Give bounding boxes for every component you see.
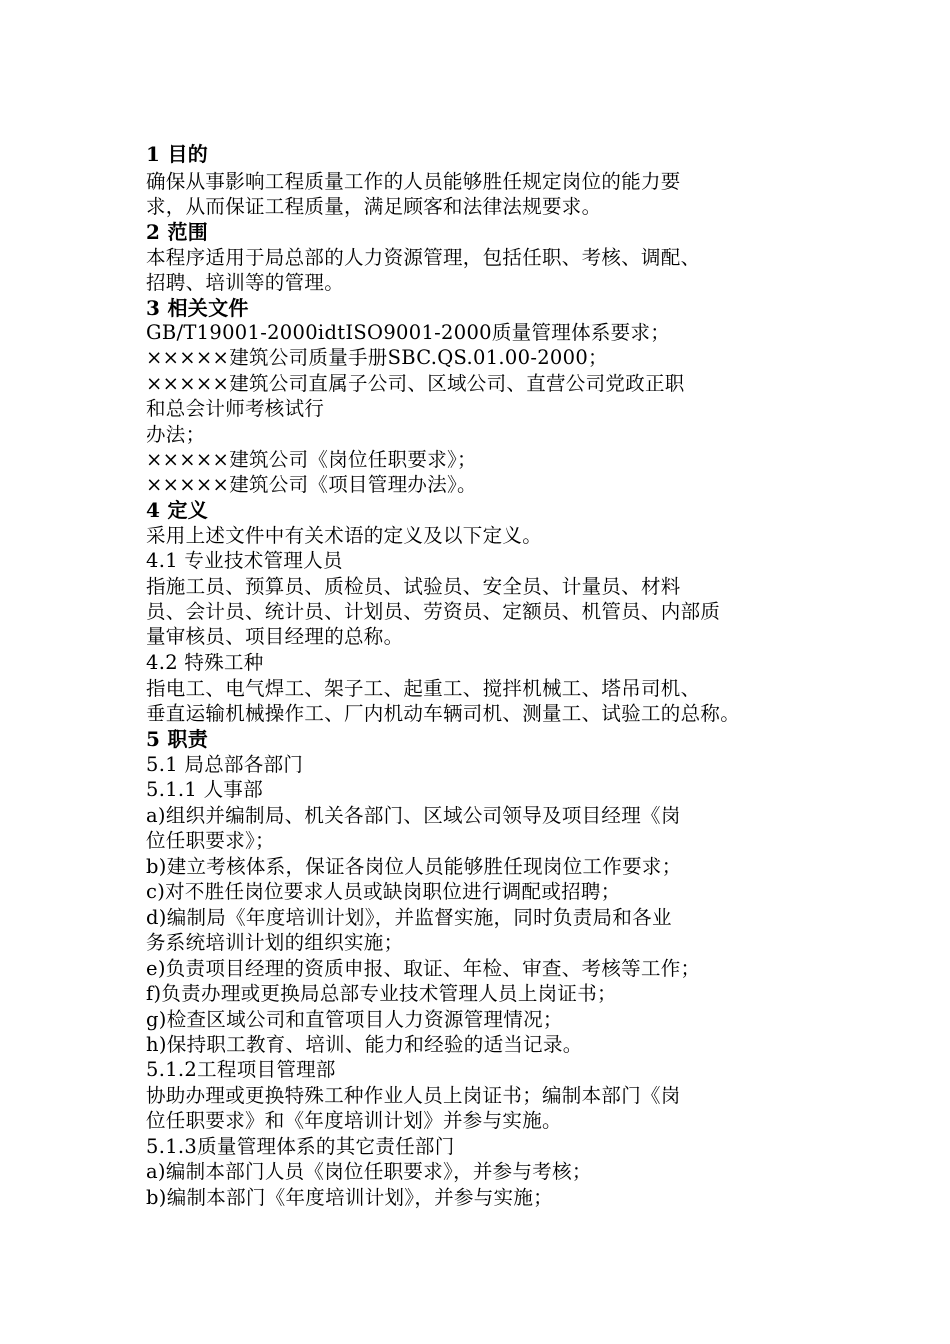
reference-item: GB/T19001-2000idtISO9001-2000质量管理体系要求； xyxy=(146,321,671,344)
reference-item: ×××××建筑公司质量手册SBC.QS.01.00-2000； xyxy=(146,346,608,369)
paragraph-line: 指施工员、预算员、质检员、试验员、安全员、计量员、材料 xyxy=(146,575,681,598)
subsection-heading: 5.1 局总部各部门 xyxy=(146,753,304,776)
list-item: 务系统培训计划的组织实施； xyxy=(146,931,404,954)
subsection-heading: 4.2 特殊工种 xyxy=(146,651,264,674)
paragraph-line: 协助办理或更换特殊工种作业人员上岗证书；编制本部门《岗 xyxy=(146,1084,681,1107)
paragraph-line: 招聘、培训等的管理。 xyxy=(146,271,345,294)
list-item: c)对不胜任岗位要求人员或缺岗职位进行调配或招聘； xyxy=(146,880,621,903)
section-4-heading: 4 定义 xyxy=(146,498,209,522)
paragraph-line: 求，从而保证工程质量，满足顾客和法律法规要求。 xyxy=(146,195,602,218)
paragraph-line: 垂直运输机械操作工、厂内机动车辆司机、测量工、试验工的总称。 xyxy=(146,702,741,725)
list-item: d)编制局《年度培训计划》，并监督实施，同时负责局和各业 xyxy=(146,906,672,929)
list-item: b)编制本部门《年度培训计划》，并参与实施； xyxy=(146,1186,553,1209)
reference-item: ×××××建筑公司《项目管理办法》。 xyxy=(146,473,477,496)
paragraph-line: 量审核员、项目经理的总称。 xyxy=(146,625,404,648)
list-item: a)编制本部门人员《岗位任职要求》，并参与考核； xyxy=(146,1160,592,1183)
subsection-heading: 5.1.1 人事部 xyxy=(146,778,264,801)
paragraph-line: 指电工、电气焊工、架子工、起重工、搅拌机械工、塔吊司机、 xyxy=(146,677,701,700)
list-item: h)保持职工教育、培训、能力和经验的适当记录。 xyxy=(146,1033,583,1056)
paragraph-line: 本程序适用于局总部的人力资源管理，包括任职、考核、调配、 xyxy=(146,246,701,269)
reference-item: 和总会计师考核试行 xyxy=(146,397,325,420)
subsection-heading: 5.1.2工程项目管理部 xyxy=(146,1058,336,1081)
reference-item: ×××××建筑公司《岗位任职要求》； xyxy=(146,448,477,471)
paragraph-line: 位任职要求》和《年度培训计划》并参与实施。 xyxy=(146,1109,562,1132)
subsection-heading: 4.1 专业技术管理人员 xyxy=(146,549,343,572)
list-item: b)建立考核体系，保证各岗位人员能够胜任现岗位工作要求； xyxy=(146,855,682,878)
list-item: f)负责办理或更换局总部专业技术管理人员上岗证书； xyxy=(146,982,617,1005)
section-3-heading: 3 相关文件 xyxy=(146,296,249,320)
subsection-heading: 5.1.3质量管理体系的其它责任部门 xyxy=(146,1135,455,1158)
list-item: g)检查区域公司和直管项目人力资源管理情况； xyxy=(146,1008,563,1031)
list-item: 位任职要求》； xyxy=(146,829,275,852)
paragraph-line: 员、会计员、统计员、计划员、劳资员、定额员、机管员、内部质 xyxy=(146,600,721,623)
list-item: a)组织并编制局、机关各部门、区域公司领导及项目经理《岗 xyxy=(146,804,681,827)
reference-item: ×××××建筑公司直属子公司、区域公司、直营公司党政正职 xyxy=(146,372,685,395)
section-2-heading: 2 范围 xyxy=(146,220,209,244)
section-5-heading: 5 职责 xyxy=(146,727,209,751)
paragraph-line: 采用上述文件中有关术语的定义及以下定义。 xyxy=(146,524,543,547)
paragraph-line: 确保从事影响工程质量工作的人员能够胜任规定岗位的能力要 xyxy=(146,170,681,193)
list-item: e)负责项目经理的资质申报、取证、年检、审查、考核等工作； xyxy=(146,957,701,980)
reference-item: 办法； xyxy=(146,423,206,446)
section-1-heading: 1 目的 xyxy=(146,142,209,166)
